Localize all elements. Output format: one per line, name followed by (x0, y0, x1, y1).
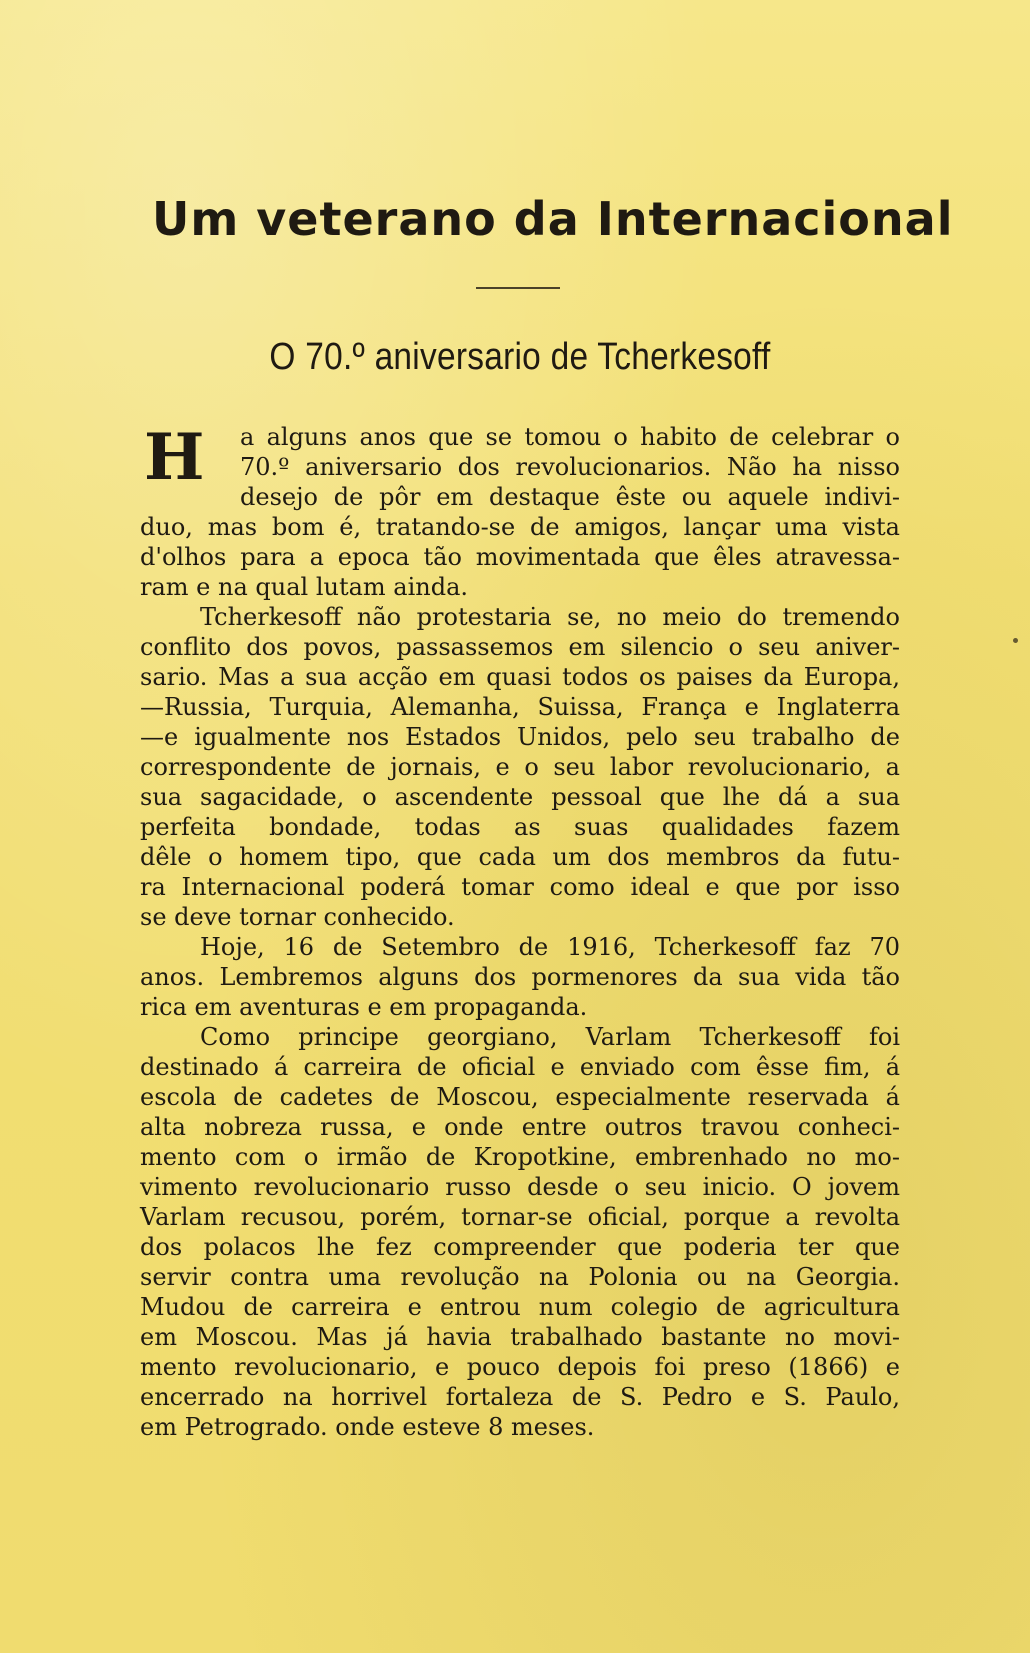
text-line: sua sagacidade, o ascendente pessoal que lhe dá a sua (140, 783, 900, 811)
text-line: se deve tornar conhecido. (140, 903, 455, 931)
text-line: destinado á carreira de oficial e enviado com êsse fim, á (140, 1053, 900, 1081)
text-line: desejo de pôr em destaque êste ou aquele indivi- (240, 483, 900, 511)
article-title: Um veterano da Internacional (152, 192, 954, 246)
text-line: d'olhos para a epoca tão movimentada que êles atravessa- (140, 543, 900, 571)
text-line: Tcherkesoff não protestaria se, no meio do tremendo (200, 603, 900, 631)
margin-dot (1013, 638, 1018, 643)
text-line: ra Internacional poderá tomar como ideal e que por isso (140, 873, 900, 901)
text-line: alta nobreza russa, e onde entre outros travou conheci- (140, 1113, 900, 1141)
text-line: ram e na qual lutam ainda. (140, 573, 469, 601)
text-line: conflito dos povos, passassemos em silencio o seu aniver- (140, 633, 900, 661)
text-line: Hoje, 16 de Setembro de 1916, Tcherkesoff faz 70 (200, 933, 900, 961)
text-line: anos. Lembremos alguns dos pormenores da sua vida tão (140, 963, 900, 991)
title-divider (476, 287, 560, 289)
text-line: Mudou de carreira e entrou num colegio de agricultura (140, 1293, 900, 1321)
article-subtitle: O 70.º aniversario de Tcherkesoff (269, 336, 771, 378)
text-line: servir contra uma revolução na Polonia ou na Georgia. (140, 1263, 900, 1291)
text-line: —e igualmente nos Estados Unidos, pelo seu trabalho de (140, 723, 900, 751)
text-line: em Moscou. Mas já havia trabalhado bastante no movi- (140, 1323, 900, 1351)
text-line: rica em aventuras e em propaganda. (140, 993, 588, 1021)
text-line: Como principe georgiano, Varlam Tcherkesoff foi (200, 1023, 900, 1051)
text-line: —Russia, Turquia, Alemanha, Suissa, França e Inglaterra (140, 693, 900, 721)
text-line: em Petrogrado. onde esteve 8 meses. (140, 1413, 595, 1441)
text-line: dêle o homem tipo, que cada um dos membros da futu- (140, 843, 900, 871)
text-line: a alguns anos que se tomou o habito de celebrar o (240, 423, 900, 451)
text-line: mento com o irmão de Kropotkine, embrenhado no mo- (140, 1143, 900, 1171)
text-line: vimento revolucionario russo desde o seu inicio. O jovem (140, 1173, 900, 1201)
article (140, 0, 954, 1653)
text-line: sario. Mas a sua acção em quasi todos os paises da Europa, (140, 663, 900, 691)
drop-cap: H (144, 420, 205, 495)
text-line: Varlam recusou, porém, tornar-se oficial, porque a revolta (140, 1203, 900, 1231)
text-line: escola de cadetes de Moscou, especialmente reservada á (140, 1083, 900, 1111)
text-line: encerrado na horrivel fortaleza de S. Pedro e S. Paulo, (140, 1383, 900, 1411)
text-line: dos polacos lhe fez compreender que poderia ter que (140, 1233, 900, 1261)
text-line: duo, mas bom é, tratando-se de amigos, lançar uma vista (140, 513, 900, 541)
text-line: correspondente de jornais, e o seu labor revolucionario, a (140, 753, 900, 781)
text-line: perfeita bondade, todas as suas qualidades fazem (140, 813, 900, 841)
text-line: mento revolucionario, e pouco depois foi preso (1866) e (140, 1353, 900, 1381)
text-line: 70.º aniversario dos revolucionarios. Não ha nisso (240, 453, 900, 481)
